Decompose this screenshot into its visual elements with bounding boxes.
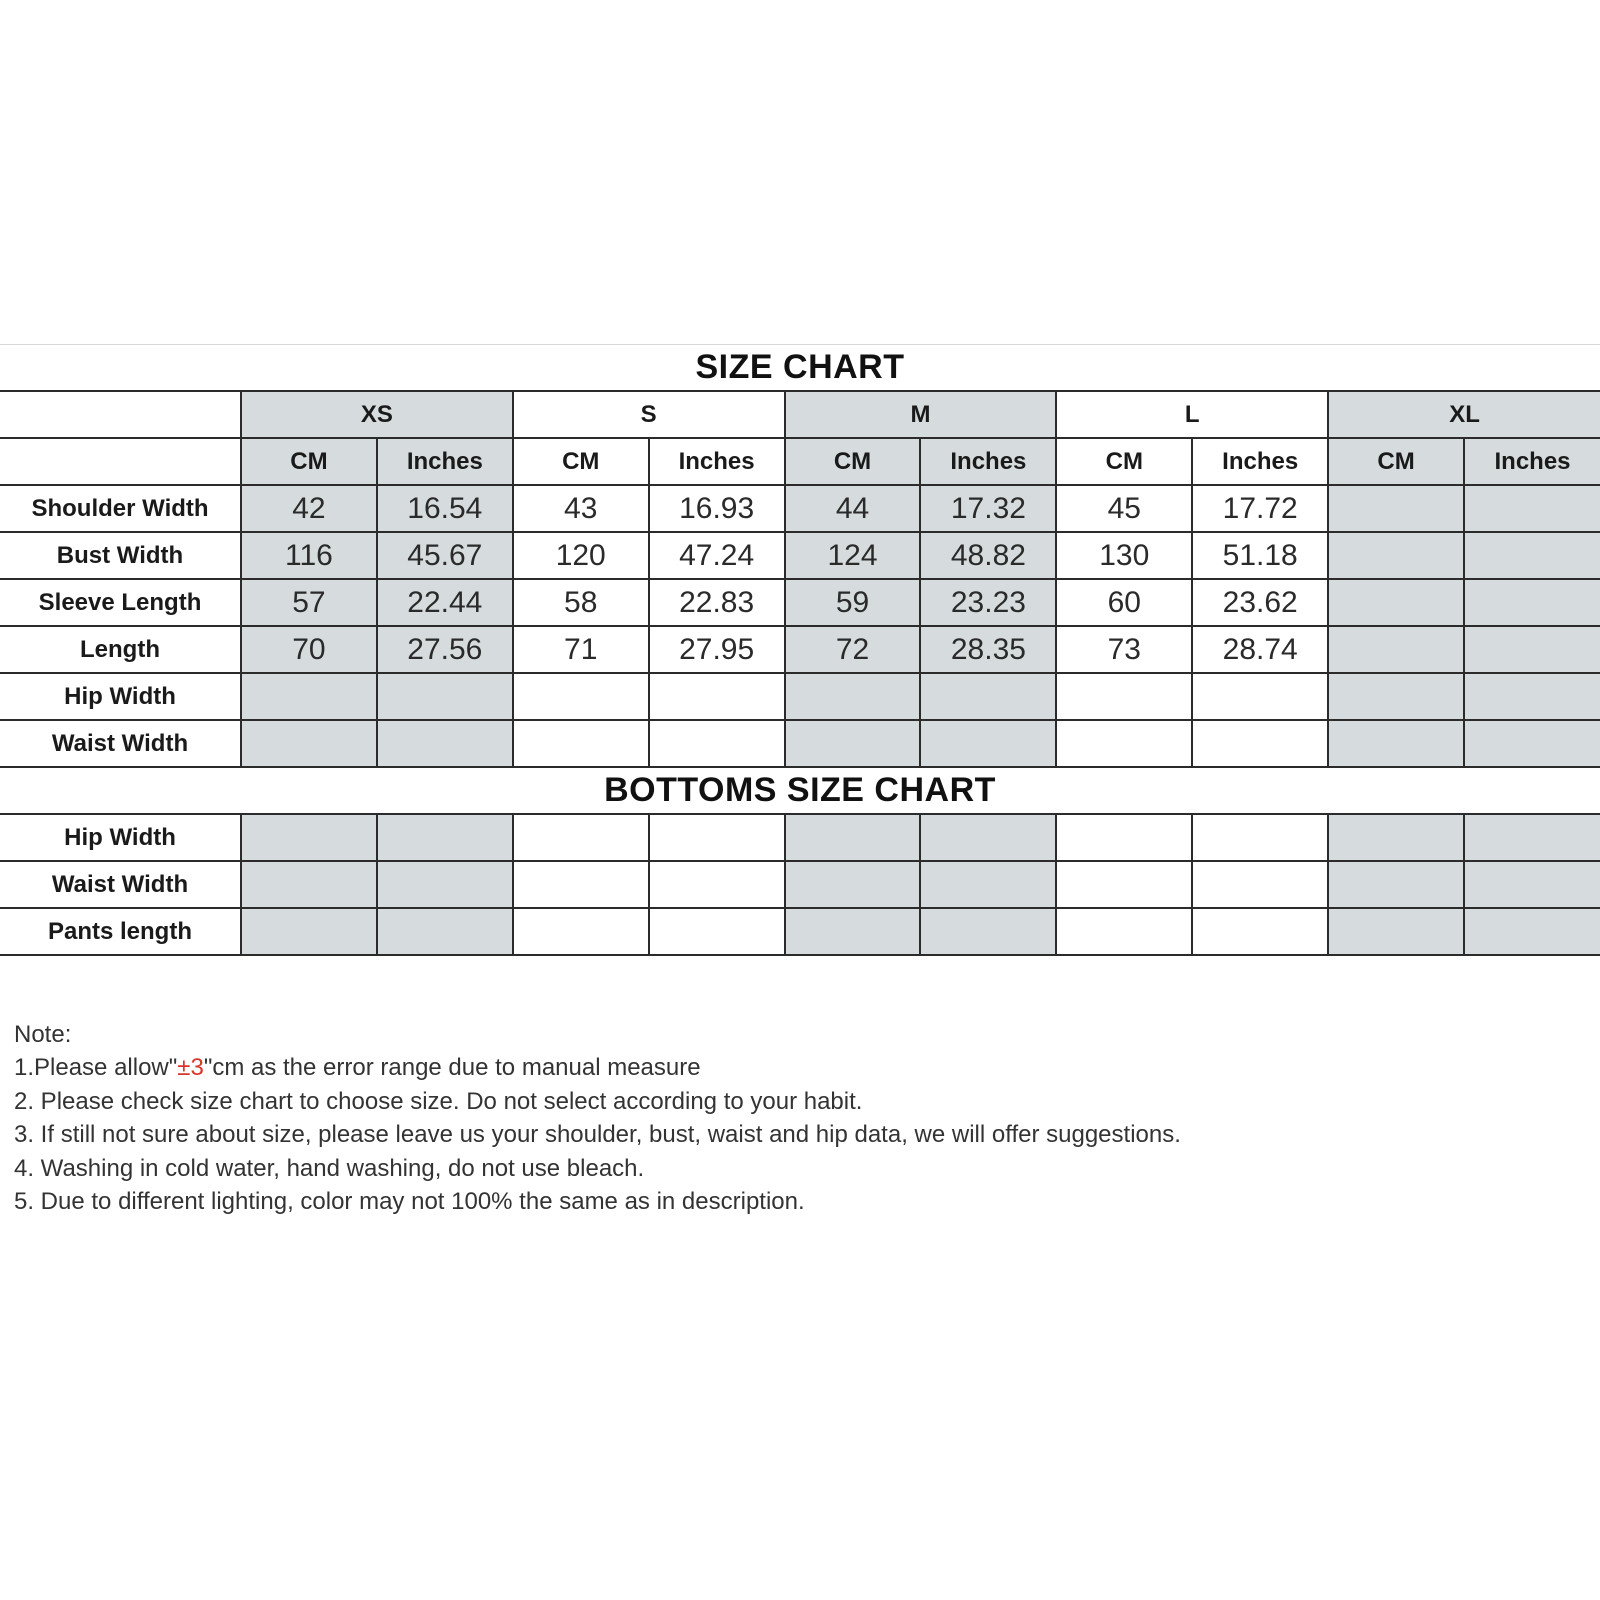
value-cell bbox=[377, 673, 513, 720]
value-cell bbox=[1328, 908, 1464, 955]
value-cell bbox=[513, 908, 649, 955]
value-cell: 47.24 bbox=[649, 532, 785, 579]
value-cell: 28.35 bbox=[920, 626, 1056, 673]
value-cell bbox=[785, 908, 921, 955]
value-cell bbox=[1056, 861, 1192, 908]
value-cell bbox=[1328, 485, 1464, 532]
value-cell bbox=[649, 673, 785, 720]
value-cell bbox=[920, 861, 1056, 908]
value-cell bbox=[513, 861, 649, 908]
value-cell: 73 bbox=[1056, 626, 1192, 673]
measurement-row bbox=[0, 485, 1600, 532]
value-cell bbox=[920, 908, 1056, 955]
value-cell bbox=[513, 720, 649, 767]
value-cell: 43 bbox=[513, 485, 649, 532]
row-label: Waist Width bbox=[0, 720, 241, 767]
value-cell bbox=[1464, 626, 1600, 673]
notes-heading: Note: bbox=[14, 1021, 72, 1048]
note-line-2: 2. Please check size chart to choose size. Do not select according to your habit. bbox=[14, 1087, 863, 1115]
measurement-row bbox=[0, 579, 1600, 626]
measurement-row bbox=[0, 720, 1600, 767]
value-cell bbox=[1464, 485, 1600, 532]
value-cell bbox=[649, 720, 785, 767]
value-cell: 16.54 bbox=[377, 485, 513, 532]
bottoms-measurement-row bbox=[0, 861, 1600, 908]
value-cell: 27.56 bbox=[377, 626, 513, 673]
value-cell bbox=[1464, 720, 1600, 767]
value-cell bbox=[785, 814, 921, 861]
value-cell: 23.23 bbox=[920, 579, 1056, 626]
value-cell: 59 bbox=[785, 579, 921, 626]
value-cell bbox=[785, 720, 921, 767]
bottoms-measurement-row bbox=[0, 908, 1600, 955]
measurement-row bbox=[0, 532, 1600, 579]
row-label: Sleeve Length bbox=[0, 579, 241, 626]
size-chart bbox=[0, 345, 1600, 956]
unit-header-cm: CM bbox=[1056, 438, 1192, 485]
bottoms-title-row bbox=[0, 767, 1600, 814]
value-cell bbox=[920, 814, 1056, 861]
value-cell bbox=[1328, 532, 1464, 579]
unit-header-inches: Inches bbox=[1464, 438, 1600, 485]
chart-title: SIZE CHART bbox=[0, 345, 1600, 391]
value-cell bbox=[241, 861, 377, 908]
row-label: Shoulder Width bbox=[0, 485, 241, 532]
value-cell: 130 bbox=[1056, 532, 1192, 579]
value-cell: 71 bbox=[513, 626, 649, 673]
value-cell bbox=[377, 720, 513, 767]
value-cell bbox=[377, 861, 513, 908]
tolerance-highlight: ±3 bbox=[177, 1054, 204, 1082]
bottoms-chart-title: BOTTOMS SIZE CHART bbox=[0, 767, 1600, 814]
value-cell bbox=[1328, 720, 1464, 767]
value-cell: 23.62 bbox=[1192, 579, 1328, 626]
value-cell: 48.82 bbox=[920, 532, 1056, 579]
corner-cell bbox=[0, 391, 241, 438]
value-cell bbox=[920, 673, 1056, 720]
value-cell: 60 bbox=[1056, 579, 1192, 626]
value-cell bbox=[785, 673, 921, 720]
value-cell bbox=[513, 814, 649, 861]
value-cell bbox=[1328, 861, 1464, 908]
note-line-1-prefix: 1.Please allow" bbox=[14, 1054, 178, 1082]
value-cell bbox=[1328, 673, 1464, 720]
corner-cell bbox=[0, 438, 241, 485]
size-header-row bbox=[0, 391, 1600, 438]
size-header-m: M bbox=[785, 391, 1057, 438]
value-cell bbox=[1464, 814, 1600, 861]
unit-header-inches: Inches bbox=[920, 438, 1056, 485]
value-cell bbox=[1328, 814, 1464, 861]
value-cell: 22.83 bbox=[649, 579, 785, 626]
unit-header-inches: Inches bbox=[649, 438, 785, 485]
row-label: Waist Width bbox=[0, 861, 241, 908]
note-line-3: 3. If still not sure about size, please leave us your shoulder, bust, waist and hip data, we will offer suggestions. bbox=[14, 1121, 1181, 1149]
size-chart-table bbox=[0, 345, 1600, 956]
value-cell: 72 bbox=[785, 626, 921, 673]
value-cell: 28.74 bbox=[1192, 626, 1328, 673]
value-cell bbox=[1464, 673, 1600, 720]
value-cell: 45.67 bbox=[377, 532, 513, 579]
value-cell: 44 bbox=[785, 485, 921, 532]
row-label: Hip Width bbox=[0, 814, 241, 861]
value-cell: 42 bbox=[241, 485, 377, 532]
value-cell: 27.95 bbox=[649, 626, 785, 673]
row-label: Length bbox=[0, 626, 241, 673]
unit-header-cm: CM bbox=[1328, 438, 1464, 485]
value-cell bbox=[1464, 579, 1600, 626]
value-cell: 58 bbox=[513, 579, 649, 626]
value-cell bbox=[785, 861, 921, 908]
value-cell bbox=[649, 861, 785, 908]
unit-header-inches: Inches bbox=[377, 438, 513, 485]
row-label: Bust Width bbox=[0, 532, 241, 579]
value-cell bbox=[241, 673, 377, 720]
note-line-1-suffix: "cm as the error range due to manual measure bbox=[203, 1054, 701, 1082]
value-cell bbox=[1056, 814, 1192, 861]
value-cell bbox=[513, 673, 649, 720]
value-cell: 17.72 bbox=[1192, 485, 1328, 532]
value-cell: 16.93 bbox=[649, 485, 785, 532]
value-cell bbox=[1192, 720, 1328, 767]
unit-header-inches: Inches bbox=[1192, 438, 1328, 485]
size-header-l: L bbox=[1056, 391, 1328, 438]
value-cell: 51.18 bbox=[1192, 532, 1328, 579]
value-cell: 116 bbox=[241, 532, 377, 579]
value-cell bbox=[1192, 814, 1328, 861]
measurement-row bbox=[0, 673, 1600, 720]
size-header-xl: XL bbox=[1328, 391, 1600, 438]
value-cell bbox=[1192, 908, 1328, 955]
unit-header-cm: CM bbox=[513, 438, 649, 485]
measurement-row bbox=[0, 626, 1600, 673]
value-cell bbox=[649, 908, 785, 955]
value-cell bbox=[1464, 532, 1600, 579]
value-cell: 124 bbox=[785, 532, 921, 579]
note-line-5: 5. Due to different lighting, color may not 100% the same as in description. bbox=[14, 1188, 805, 1216]
value-cell: 17.32 bbox=[920, 485, 1056, 532]
value-cell bbox=[241, 908, 377, 955]
size-header-s: S bbox=[513, 391, 785, 438]
value-cell bbox=[1328, 626, 1464, 673]
notes-section bbox=[14, 1018, 1181, 1218]
value-cell: 22.44 bbox=[377, 579, 513, 626]
value-cell bbox=[1056, 908, 1192, 955]
row-label: Pants length bbox=[0, 908, 241, 955]
value-cell: 45 bbox=[1056, 485, 1192, 532]
value-cell bbox=[1328, 579, 1464, 626]
value-cell: 70 bbox=[241, 626, 377, 673]
value-cell bbox=[1192, 673, 1328, 720]
bottoms-measurement-row bbox=[0, 814, 1600, 861]
value-cell bbox=[377, 814, 513, 861]
value-cell bbox=[241, 814, 377, 861]
note-line-4: 4. Washing in cold water, hand washing, do not use bleach. bbox=[14, 1154, 645, 1182]
note-line-1 bbox=[14, 1051, 1181, 1084]
size-header-xs: XS bbox=[241, 391, 513, 438]
value-cell bbox=[920, 720, 1056, 767]
unit-header-cm: CM bbox=[241, 438, 377, 485]
value-cell bbox=[649, 814, 785, 861]
value-cell: 120 bbox=[513, 532, 649, 579]
row-label: Hip Width bbox=[0, 673, 241, 720]
value-cell bbox=[1056, 720, 1192, 767]
value-cell bbox=[1464, 908, 1600, 955]
value-cell: 57 bbox=[241, 579, 377, 626]
value-cell bbox=[1464, 861, 1600, 908]
value-cell bbox=[241, 720, 377, 767]
value-cell bbox=[1056, 673, 1192, 720]
value-cell bbox=[1192, 861, 1328, 908]
unit-header-cm: CM bbox=[785, 438, 921, 485]
value-cell bbox=[377, 908, 513, 955]
unit-header-row bbox=[0, 438, 1600, 485]
title-row bbox=[0, 345, 1600, 391]
